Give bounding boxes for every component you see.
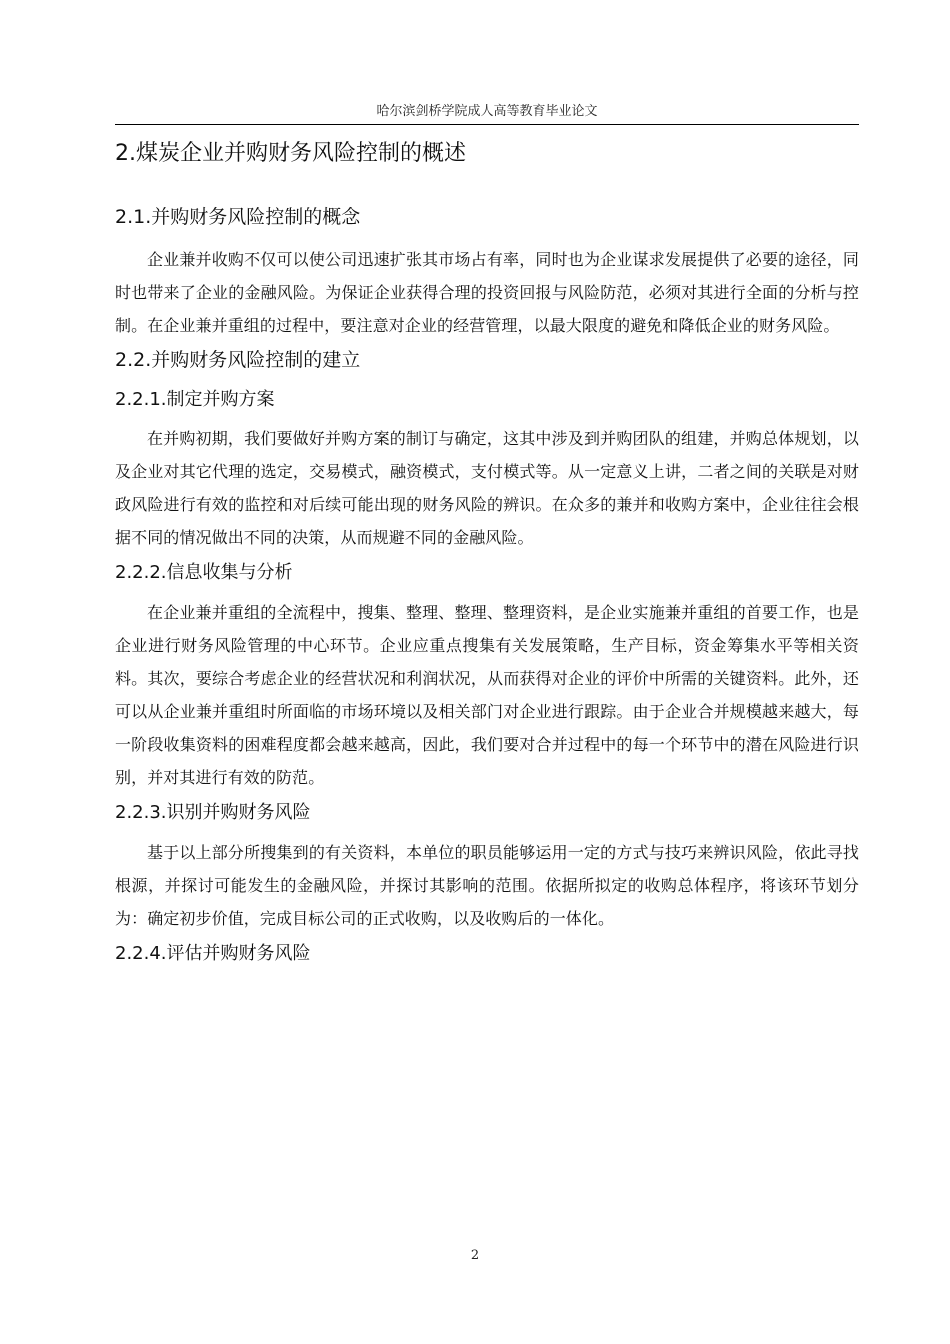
header-divider [115, 124, 859, 125]
paragraph-2-1: 企业兼并收购不仅可以使公司迅速扩张其市场占有率，同时也为企业谋求发展提供了必要的途径，同时也带来了企业的金融风险。为保证企业获得合理的投资回报与风险防范，必须对其进行全面的分析与控制。在企业兼并重组的过程中，要注意对企业的经营管理，以最大限度的避免和降低企业的财务风险。 [115, 250, 859, 335]
subsection-title-2-2-3: 2.2.3.识别并购财务风险 [115, 802, 311, 823]
document-body [115, 134, 859, 969]
paragraph-2-2-3: 基于以上部分所搜集到的有关资料，本单位的职员能够运用一定的方式与技巧来辨识风险，依此寻找根源，并探讨可能发生的金融风险，并探讨其影响的范围。依据所拟定的收购总体程序，将该环节划分为：确定初步价值，完成目标公司的正式收购，以及收购后的一体化。 [115, 843, 859, 928]
paragraph-2-2-2: 在企业兼并重组的全流程中，搜集、整理、整理、整理资料，是企业实施兼并重组的首要工作，也是企业进行财务风险管理的中心环节。企业应重点搜集有关发展策略，生产目标，资金筹集水平等相关资料。其次，要综合考虑企业的经营状况和利润状况，从而获得对企业的评价中所需的关键资料。此外，还可以从企业兼并重组时所面临的市场环境以及相关部门对企业进行跟踪。由于企业合并规模越来越大，每一阶段收集资料的困难程度都会越来越高，因此，我们要对合并过程中的每一个环节中的潜在风险进行识别，并对其进行有效的防范。 [115, 603, 859, 787]
paragraph-2-2-1: 在并购初期，我们要做好并购方案的制订与确定，这其中涉及到并购团队的组建，并购总体规划，以及企业对其它代理的选定，交易模式，融资模式，支付模式等。从一定意义上讲，二者之间的关联是对财政风险进行有效的监控和对后续可能出现的财务风险的辨识。在众多的兼并和收购方案中，企业往往会根据不同的情况做出不同的决策，从而规避不同的金融风险。 [115, 429, 859, 547]
section-title-2-2: 2.2.并购财务风险控制的建立 [115, 349, 361, 371]
chapter-title: 2.煤炭企业并购财务风险控制的概述 [115, 141, 466, 166]
subsection-title-2-2-4: 2.2.4.评估并购财务风险 [115, 943, 311, 964]
running-header: 哈尔滨剑桥学院成人高等教育毕业论文 [376, 104, 598, 119]
page-number: 2 [470, 1248, 480, 1263]
section-title-2-1: 2.1.并购财务风险控制的概念 [115, 206, 361, 228]
subsection-title-2-2-1: 2.2.1.制定并购方案 [115, 389, 275, 410]
subsection-title-2-2-2: 2.2.2.信息收集与分析 [115, 562, 293, 583]
